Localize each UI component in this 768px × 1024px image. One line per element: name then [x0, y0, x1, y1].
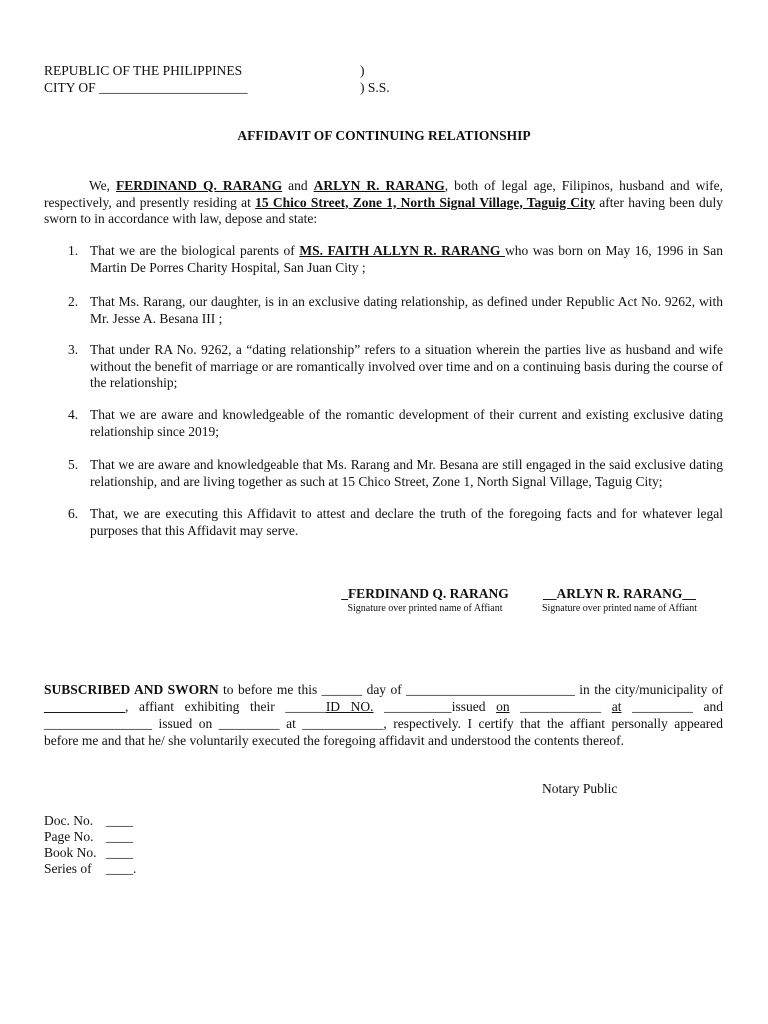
- item-text: That Ms. Rarang, our daughter, is in an exclusive dating relationship, as defined under Republic Act No. 9262, with Mr. Jesse A. Besana III ;: [90, 294, 723, 326]
- doc-entry: [44, 861, 136, 878]
- item-text: That under RA No. 9262, a “dating relationship” refers to a situation wherein the parties live as husband and wife without the benefit of marriage or are romantically involved over time and on a continuing basis during the course of the relationship;: [90, 342, 723, 390]
- header-paren: ): [360, 63, 365, 78]
- list-item: [68, 243, 723, 276]
- signature-block-2: [522, 586, 717, 615]
- header-city: CITY OF ______________________: [44, 80, 248, 95]
- jurat-line-1: [44, 682, 723, 699]
- list-item: [68, 407, 723, 440]
- notary-public-label: Notary Public: [542, 781, 618, 796]
- jurat-on: on: [496, 699, 510, 714]
- list-item: [68, 342, 723, 392]
- affiant-name-1: FERDINAND Q. RARANG: [116, 178, 283, 193]
- jurat-id-no: ID NO.: [325, 699, 374, 714]
- header-republic: REPUBLIC OF THE PHILIPPINES: [44, 63, 243, 78]
- jurat-text-2c: ____________: [509, 699, 612, 714]
- intro-text-4: after having been duly sworn to in accordance with law, depose and state:: [44, 194, 723, 226]
- list-item: [68, 506, 723, 539]
- signature-name: __ARLYN R. RARANG__: [543, 586, 696, 601]
- intro-text-1: We,: [89, 178, 117, 193]
- jurat-at: at: [611, 699, 622, 714]
- header-ss: ) S.S.: [360, 80, 390, 95]
- doc-entry: [44, 845, 133, 862]
- doc-entry-blank: ____: [106, 813, 133, 828]
- signature-caption: Signature over printed name of Affiant: [347, 602, 503, 614]
- item-number: 6.: [68, 506, 79, 521]
- daughter-name: MS. FAITH ALLYN R. RARANG: [299, 243, 505, 258]
- jurat-issued: issued: [451, 699, 497, 714]
- jurat-line-4: before me and that he/ she voluntarily executed the foregoing affidavit and understood the contents thereof.: [44, 733, 625, 748]
- signature-block-1: [330, 586, 520, 615]
- list-item: [68, 294, 723, 327]
- list-item: [68, 457, 723, 490]
- affiant-name-2: ARLYN R. RARANG: [313, 178, 445, 193]
- jurat-text-2d: _________ and: [621, 699, 724, 714]
- jurat-blank-a: ____________: [44, 699, 125, 714]
- doc-entry: [44, 813, 133, 830]
- intro-paragraph: [44, 178, 723, 228]
- doc-entry-blank: ____: [106, 829, 133, 844]
- item-text: [90, 243, 723, 276]
- item-number: 3.: [68, 342, 79, 357]
- jurat-text-1: to before me this ______ day of _________________________ in the city/municipality of: [218, 682, 723, 697]
- doc-entry-label: Series of: [44, 861, 92, 876]
- document-title: AFFIDAVIT OF CONTINUING RELATIONSHIP: [237, 128, 531, 143]
- item-text-pre: That we are the biological parents of: [90, 243, 300, 258]
- doc-entry-blank: ____: [106, 845, 133, 860]
- intro-text-2: and: [282, 178, 314, 193]
- item-text-post: who was born on May 16, 1996 in San Martin De Porres Charity Hospital, San Juan City ;: [90, 243, 723, 275]
- intro-text-3: , both of legal age, Filipinos, husband and wife, respectively, and presently residing at: [44, 178, 723, 210]
- jurat-text-2b: __________: [373, 699, 452, 714]
- item-number: 1.: [68, 243, 79, 258]
- doc-entry-label: Page No.: [44, 829, 94, 844]
- signature-caption: Signature over printed name of Affiant: [541, 602, 698, 614]
- item-text: That, we are executing this Affidavit to attest and declare the truth of the foregoing facts and for whatever legal purposes that this Affidavit may serve.: [90, 506, 723, 538]
- signature-name: _FERDINAND Q. RARANG: [341, 586, 509, 601]
- item-text: That we are aware and knowledgeable of the romantic development of their current and existing exclusive dating relationship since 2019;: [90, 407, 723, 439]
- doc-entry: [44, 829, 133, 846]
- item-number: 2.: [68, 294, 79, 309]
- residence-address: 15 Chico Street, Zone 1, North Signal Village, Taguig City: [255, 194, 596, 210]
- doc-entry-label: Doc. No.: [44, 813, 94, 828]
- doc-entry-label: Book No.: [44, 845, 97, 860]
- jurat-text-2a: , affiant exhibiting their ______: [125, 699, 326, 714]
- item-number: 4.: [68, 407, 79, 422]
- item-text: That we are aware and knowledgeable that Ms. Rarang and Mr. Besana are still engaged in the said exclusive dating relationship, and are living together as such at 15 Chico Street, Zone 1, North Signal Village, Taguig City;: [90, 457, 723, 489]
- jurat-line-3: ________________ issued on _________ at ____________, respectively. I certify that the affiant personally appeared: [44, 716, 723, 731]
- jurat-line-2: [44, 699, 723, 716]
- jurat-heading: SUBSCRIBED AND SWORN: [44, 682, 219, 697]
- item-number: 5.: [68, 457, 79, 472]
- doc-entry-blank: ____.: [106, 861, 137, 876]
